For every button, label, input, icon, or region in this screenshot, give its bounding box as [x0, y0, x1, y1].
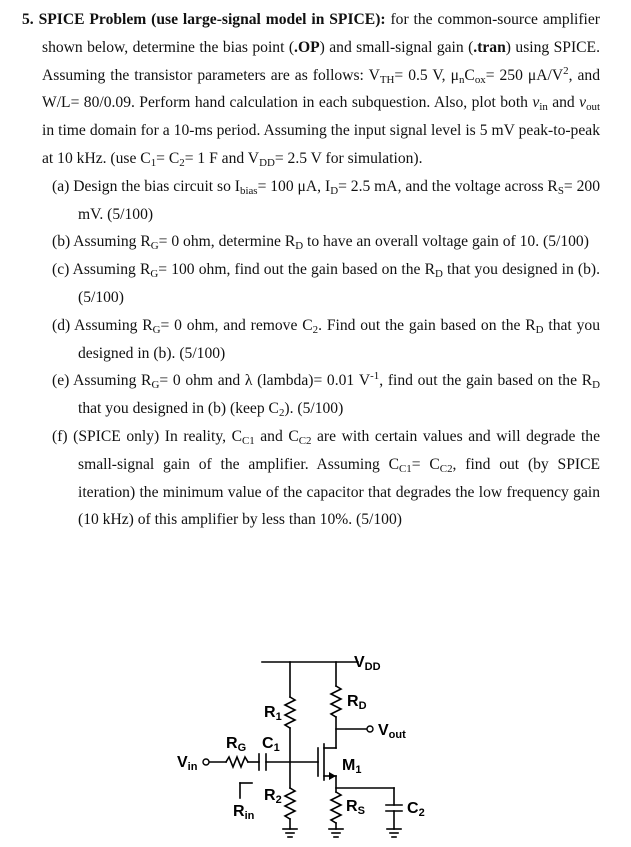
rg-label: RG	[226, 735, 247, 754]
r2-resistor	[285, 788, 295, 819]
problem-number: 5.	[22, 11, 34, 28]
rs-label: RS	[346, 798, 365, 817]
subscript: n	[458, 73, 465, 86]
vout-symbol: v	[579, 94, 587, 112]
vin-symbol: v	[532, 94, 540, 112]
intro-text: = 0.5 V, μ	[394, 66, 459, 84]
subscript: out	[586, 101, 600, 114]
rd-label: RD	[347, 693, 367, 712]
r1-label: R1	[264, 704, 282, 723]
op-command: .OP	[294, 38, 320, 56]
rd-resistor	[331, 686, 341, 717]
vin-label: Vin	[177, 754, 198, 773]
vout-terminal	[367, 726, 373, 732]
subquestion-e: (e) Assuming $R_G= 0$ ohm and λ (lambda)= 0.01 $V^{-1}$, find out the gain based on the $R_D$ that you designed in (b) (keep $C_2$). (5/100)	[52, 370, 600, 420]
intro-text: = 2.5 V for simulation).	[274, 149, 423, 167]
vin-terminal	[203, 759, 209, 765]
intro-text: = 250 μA/V	[485, 66, 564, 84]
rs-resistor	[331, 792, 341, 823]
subquestion-c: (c) Assuming $R_G= 100$ ohm, find out the gain based on the $R_D$ that you designed in (b). (5/100)	[52, 261, 600, 306]
intro-text: = 1 F and V	[184, 149, 260, 167]
subquestion-d: (d) Assuming $R_G= 0$ ohm, and remove $C_2$. Find out the gain based on the $R_D$ that you designed in (b). (5/100)	[52, 316, 600, 362]
vout-label: Vout	[378, 722, 406, 741]
m1-label: M1	[342, 757, 362, 776]
intro-text: C	[464, 66, 475, 84]
m1-arrow	[329, 772, 336, 780]
subquestion-a: (a) Design the bias circuit so $I_{bias}= 100$ μA, $I_D= 2.5$ mA, and the voltage across $R_S= 200$ mV. (5/100)	[52, 177, 600, 223]
intro-text: = C	[156, 149, 180, 167]
c2-label: C2	[407, 800, 425, 819]
subscript: 1	[150, 156, 157, 169]
problem-title: SPICE Problem (use large-signal model in SPICE):	[38, 11, 386, 28]
intro-text: ) using SPICE. Assuming the transistor parameters are as follows: V	[42, 38, 600, 84]
c1-label: C1	[262, 735, 280, 754]
superscript: 2	[563, 64, 569, 77]
vdd-label: VDD	[354, 654, 381, 673]
subquestion-b: (b) Assuming $R_G= 0$ ohm, determine $R_D$ to have an overall voltage gain of 10. (5/100)	[52, 233, 589, 253]
r2-label: R2	[264, 787, 282, 806]
intro-text: for the common-source amplifier shown below, determine the bias point (	[42, 11, 600, 56]
rg-resistor	[226, 757, 248, 767]
intro-text: , and W/L= 80/0.09. Perform hand calculation in each subquestion. Also, plot both	[42, 66, 600, 112]
subscript: TH	[379, 73, 395, 86]
rin-label: Rin	[233, 803, 255, 822]
subscript: 2	[179, 156, 185, 169]
intro-text: ) and small-signal gain (	[319, 38, 474, 56]
subscript: DD	[259, 156, 275, 169]
subscript: ox	[474, 73, 486, 86]
intro-text: in time domain for a 10-ms period. Assuming the input signal level is 5 mV peak-to-peak at 10 kHz. (use C	[42, 122, 600, 167]
subquestion-f: (f) (SPICE only) In reality, $C_{C1}$ and $C_{C2}$ are with certain values and will degrade the small-signal gain of the amplifier. Assuming $C_{C1}= C_{C2}$, find out (by SPICE iteration) the minimum value of the capacitor that degrades the low frequency gain (10 kHz) of this amplifier by less than 10%. (5/100)	[52, 427, 601, 529]
tran-command: .tran	[473, 38, 506, 56]
intro-text: and	[547, 94, 580, 112]
r1-resistor	[285, 697, 295, 728]
subscript: in	[539, 101, 548, 114]
